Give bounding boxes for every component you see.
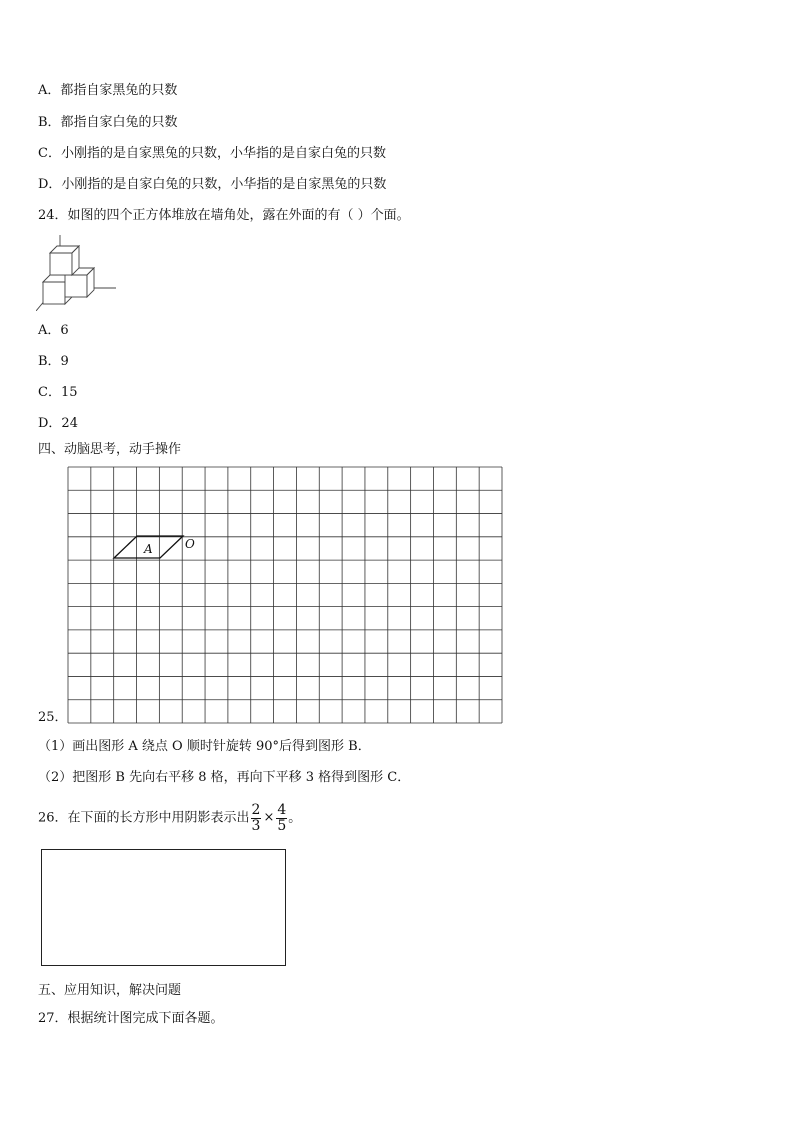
q26-text: 26．在下面的长方形中用阴影表示出	[38, 810, 250, 826]
frac1-den: 3	[251, 817, 261, 834]
q25-part2: （2）把图形 B 先向右平移 8 格，再向下平移 3 格得到图形 C．	[38, 770, 411, 785]
shape-a-label: A	[144, 542, 153, 556]
section-5-title: 五、应用知识，解决问题	[38, 983, 182, 998]
q24-option-c: C．15	[38, 385, 78, 400]
option-c: C．小刚指的是自家黑兔的只数，小华指的是自家白兔的只数	[38, 146, 386, 161]
q24-stem: 24．如图的四个正方体堆放在墙角处，露在外面的有（ ）个面。	[38, 208, 410, 223]
option-b: B．都指自家白兔的只数	[38, 115, 178, 130]
frac1-num: 2	[251, 801, 261, 818]
frac2-num: 4	[277, 801, 287, 818]
q26-stem	[38, 802, 301, 835]
cubes-figure	[36, 235, 120, 311]
fraction-4-5	[276, 803, 287, 834]
q24-option-b: B．9	[38, 354, 69, 369]
grid-figure	[67, 466, 503, 724]
option-d: D．小刚指的是自家白兔的只数，小华指的是自家黑兔的只数	[38, 177, 387, 192]
option-a: A．都指自家黑兔的只数	[38, 83, 178, 98]
q25-number: 25．	[38, 710, 68, 725]
q26-end: 。	[288, 810, 302, 826]
fraction-2-3	[251, 803, 262, 834]
point-o-label: O	[185, 537, 195, 551]
q27-stem: 27．根据统计图完成下面各题。	[38, 1011, 224, 1026]
q25-part1: （1）画出图形 A 绕点 O 顺时针旋转 90°后得到图形 B．	[38, 739, 371, 754]
q26-rectangle	[41, 849, 286, 966]
frac2-den: 5	[277, 817, 287, 834]
section-4-title: 四、动脑思考，动手操作	[38, 442, 182, 457]
times-sign: ×	[263, 810, 275, 825]
q24-option-a: A．6	[38, 323, 69, 338]
q24-option-d: D．24	[38, 416, 78, 431]
